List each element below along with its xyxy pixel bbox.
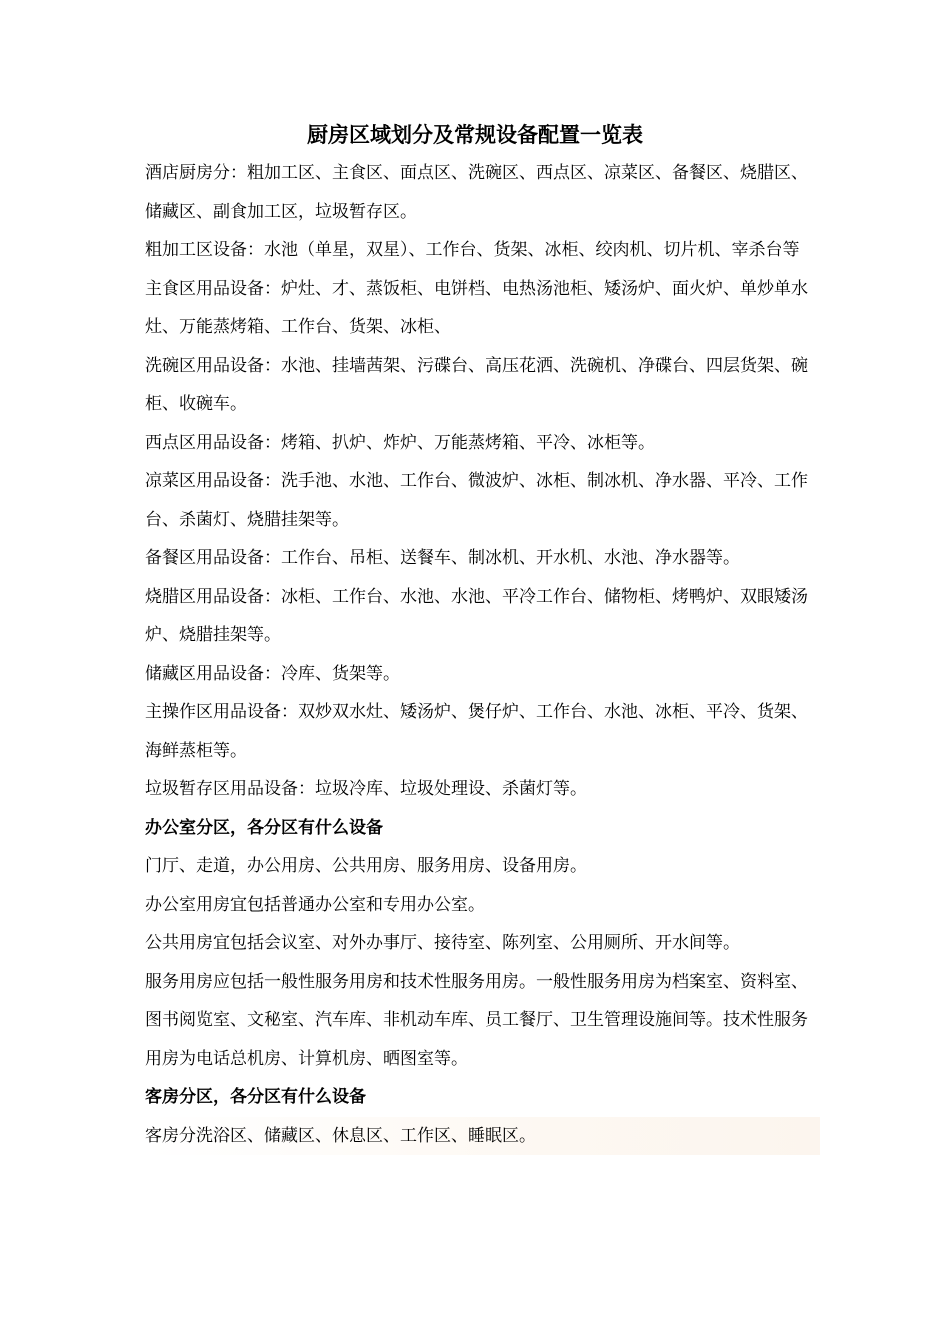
heading-office-zones: 办公室分区，各分区有什么设备 xyxy=(145,817,383,838)
paragraph-meal-prep: 备餐区用品设备：工作台、吊柜、送餐车、制冰机、开水机、水池、净水器等。 xyxy=(145,548,740,568)
paragraph-main-operation: 主操作区用品设备：双炒双水灶、矮汤炉、煲仔炉、工作台、水池、冰柜、平冷、货架、海鲜蒸柜等。 xyxy=(145,702,808,761)
document-title: 厨房区域划分及常规设备配置一览表 xyxy=(307,122,643,147)
paragraph-staple-food: 主食区用品设备：炉灶、才、蒸饭柜、电饼档、电热汤池柜、矮汤炉、面火炉、单炒单水灶、万能蒸烤箱、工作台、货架、冰柜、 xyxy=(145,278,808,337)
paragraph-storage: 储藏区用品设备：冷库、货架等。 xyxy=(145,663,400,684)
paragraph-office-areas: 门厅、走道，办公用房、公共用房、服务用房、设备用房。 xyxy=(145,856,587,876)
paragraph-roast: 烧腊区用品设备：冰柜、工作台、水池、水池、平冷工作台、储物柜、烤鸭炉、双眼矮汤炉、烧腊挂架等。 xyxy=(145,586,808,645)
paragraph-kitchen-zones: 酒店厨房分：粗加工区、主食区、面点区、洗碗区、西点区、凉菜区、备餐区、烧腊区、储藏区、副食加工区，垃圾暂存区。 xyxy=(145,163,808,222)
paragraph-guest-room-areas: 客房分洗浴区、储藏区、休息区、工作区、睡眠区。 xyxy=(145,1117,820,1156)
paragraph-public-rooms: 公共用房宜包括会议室、对外办事厅、接待室、陈列室、公用厕所、开水间等。 xyxy=(145,933,740,953)
paragraph-office-rooms: 办公室用房宜包括普通办公室和专用办公室。 xyxy=(145,894,485,915)
document-body xyxy=(145,154,820,1155)
paragraph-garbage: 垃圾暂存区用品设备：垃圾冷库、垃圾处理设、杀菌灯等。 xyxy=(145,779,587,799)
paragraph-service-rooms: 服务用房应包括一般性服务用房和技术性服务用房。一般性服务用房为档案室、资料室、图书阅览室、文秘室、汽车库、非机动车库、员工餐厅、卫生管理设施间等。技术性服务用房为电话总机房、计算机房、晒图室等。 xyxy=(145,971,808,1069)
paragraph-western-pastry: 西点区用品设备：烤箱、扒炉、炸炉、万能蒸烤箱、平冷、冰柜等。 xyxy=(145,432,655,453)
paragraph-rough-processing: 粗加工区设备：水池（单星，双星）、工作台、货架、冰柜、绞肉机、切片机、宰杀台等 xyxy=(145,240,800,260)
paragraph-dishwashing: 洗碗区用品设备：水池、挂墙茜架、污碟台、高压花洒、洗碗机、净碟台、四层货架、碗柜、收碗车。 xyxy=(145,355,808,414)
heading-guest-room-zones: 客房分区，各分区有什么设备 xyxy=(145,1087,366,1107)
paragraph-cold-dishes: 凉菜区用品设备：洗手池、水池、工作台、微波炉、冰柜、制冰机、净水器、平冷、工作台、杀菌灯、烧腊挂架等。 xyxy=(145,471,808,530)
